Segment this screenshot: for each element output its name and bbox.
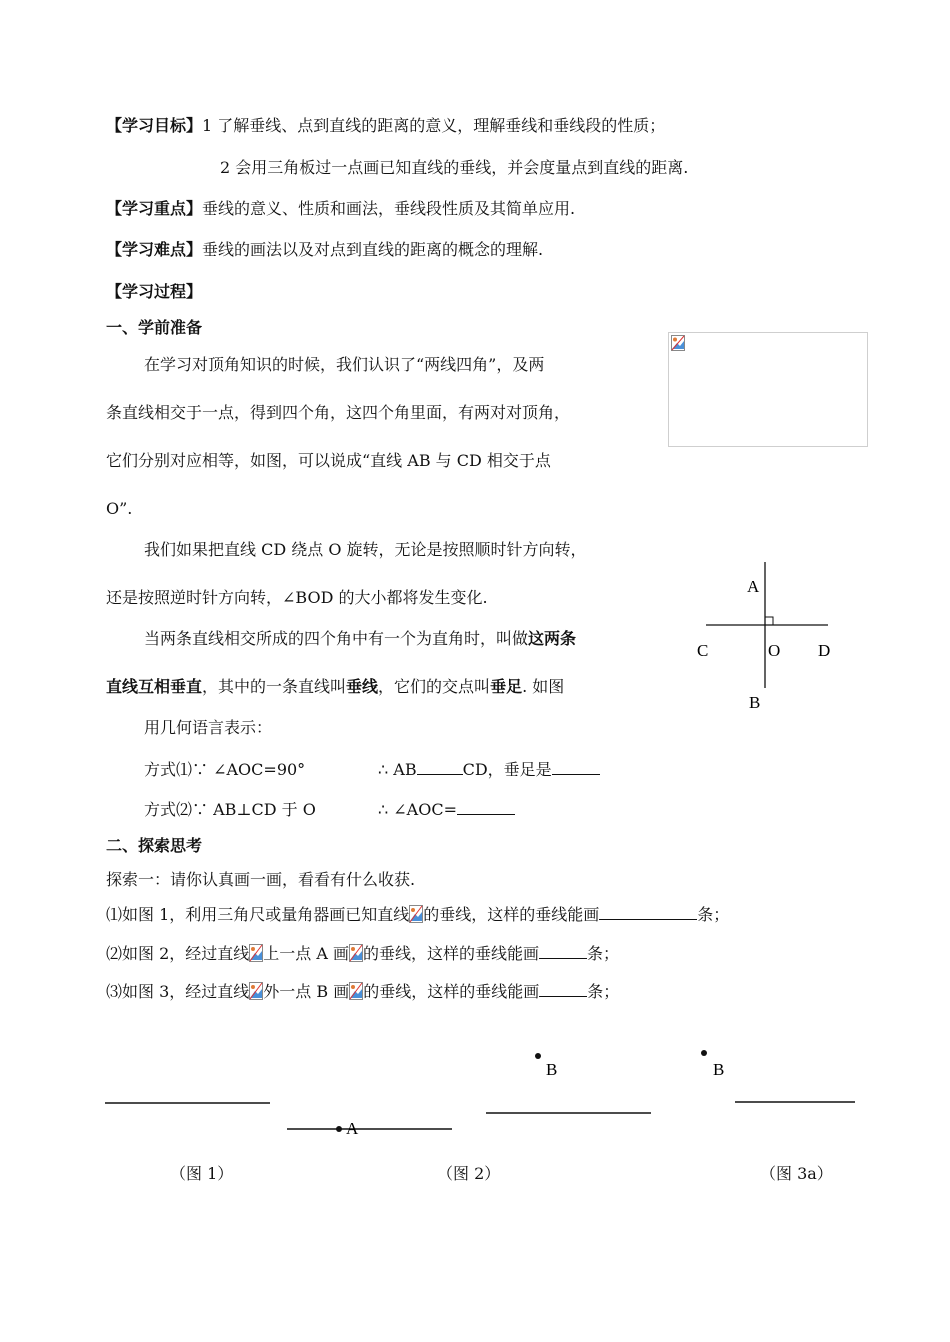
method1-given: 方式⑴∵ ∠AOC=90°: [144, 760, 306, 779]
blank-relation[interactable]: [417, 760, 463, 775]
blank-q3[interactable]: [539, 982, 587, 997]
q1-text-c: 条；: [697, 905, 730, 924]
question3: [106, 982, 619, 1002]
label-d: D: [818, 641, 831, 660]
perpendicular-figure: [690, 560, 850, 720]
section2-title: 二、探索思考: [106, 836, 203, 855]
para3-text-a: 当两条直线相交所成的四个角中有一个为直角时，叫做: [144, 629, 529, 648]
blank-foot[interactable]: [552, 760, 600, 775]
q3-text-b: 外一点 B 画: [263, 982, 350, 1001]
broken-image-icon: [349, 982, 363, 1000]
objectives-label: 【学习目标】: [106, 116, 203, 135]
label-a: A: [747, 577, 760, 596]
q2-text-b: 上一点 A 画: [263, 944, 350, 963]
q1-text-a: ⑴如图 1，利用三角尺或量角器画已知直线: [106, 905, 410, 924]
q1-text-b: 的垂线，这样的垂线能画: [423, 905, 600, 924]
method1-conclusion-b: CD，垂足是: [462, 760, 552, 779]
fig2-point-a: [336, 1126, 342, 1132]
explore1-line: 探索一：请你认真画一画，看看有什么收获.: [106, 870, 416, 889]
key-points-line: [106, 199, 575, 219]
q2-text-c: 的垂线，这样的垂线能画: [363, 944, 540, 963]
q3-text-c: 的垂线，这样的垂线能画: [363, 982, 540, 1001]
para3-line3: 用几何语言表示：: [144, 718, 273, 737]
fig3-label-b1: B: [546, 1060, 558, 1079]
method2-conclusion: [378, 800, 515, 820]
term-perpendicular: 直线互相垂直: [106, 677, 203, 696]
para2-line1: 我们如果把直线 CD 绕点 O 旋转，无论是按照顺时针方向转，: [144, 540, 587, 559]
q2-text-a: ⑵如图 2，经过直线: [106, 944, 250, 963]
broken-image-icon: [349, 944, 363, 962]
objective-2: 2 会用三角板过一点画已知直线的垂线，并会度量点到直线的距离.: [220, 158, 689, 177]
section1-title: 一、学前准备: [106, 318, 203, 337]
question1: [106, 905, 729, 925]
fig3-point-b1: [535, 1053, 541, 1059]
broken-image-icon: [409, 905, 423, 923]
q2-text-d: 条；: [587, 944, 620, 963]
right-angle-mark: [765, 617, 773, 625]
objective-1: 1 了解垂线、点到直线的距离的意义，理解垂线和垂线段的性质；: [202, 116, 666, 135]
broken-image-icon: [671, 335, 685, 351]
label-c: C: [697, 641, 709, 660]
difficulties-line: [106, 240, 543, 260]
para3-text-b: ，其中的一条直线叫: [202, 677, 347, 696]
para3-line1: [144, 629, 576, 649]
method2-conclusion-a: ∴ ∠AOC=: [378, 800, 457, 819]
method1-line: [144, 760, 305, 780]
fig2-label-a: A: [346, 1119, 359, 1138]
difficulties-text: 垂线的画法以及对点到直线的距离的概念的理解.: [202, 240, 544, 259]
para3-text-c: ，它们的交点叫: [378, 677, 491, 696]
fig3a-label-b: B: [713, 1060, 725, 1079]
broken-image-icon: [249, 982, 263, 1000]
para3-text-d: . 如图: [522, 677, 565, 696]
para1-line3: 它们分别对应相等，如图，可以说成“直线 AB 与 CD 相交于点: [106, 451, 551, 470]
blank-q2[interactable]: [539, 944, 587, 959]
question2: [106, 944, 619, 964]
q3-text-a: ⑶如图 3，经过直线: [106, 982, 250, 1001]
key-points-text: 垂线的意义、性质和画法，垂线段性质及其简单应用.: [202, 199, 576, 218]
para3-line2: [106, 677, 564, 697]
caption-fig1: （图 1）: [170, 1164, 234, 1183]
q3-text-d: 条；: [587, 982, 620, 1001]
method1-conclusion: [378, 760, 600, 780]
term-foot: 垂足: [490, 677, 523, 696]
para1-line2: 条直线相交于一点，得到四个角，这四个角里面，有两对对顶角，: [106, 403, 571, 422]
para1-line4: O”.: [106, 499, 133, 518]
objectives-line-1: [106, 116, 665, 136]
label-b: B: [749, 693, 761, 712]
fig3a-point-b: [701, 1050, 707, 1056]
label-o: O: [768, 641, 781, 660]
para3-bold-a: 这两条: [528, 629, 577, 648]
difficulties-label: 【学习难点】: [106, 240, 203, 259]
para1-line1: 在学习对顶角知识的时候，我们认识了“两线四角”，及两: [144, 355, 545, 374]
blank-angle[interactable]: [457, 800, 515, 815]
process-label: 【学习过程】: [106, 282, 203, 301]
method2-given: 方式⑵∵ AB⊥CD 于 O: [144, 800, 316, 819]
blank-q1[interactable]: [599, 905, 697, 920]
caption-fig2: （图 2）: [437, 1164, 501, 1183]
para2-line2: 还是按照逆时针方向转，∠BOD 的大小都将发生变化.: [106, 588, 488, 607]
image-placeholder: [668, 332, 868, 447]
term-perp-line: 垂线: [346, 677, 379, 696]
broken-image-icon: [249, 944, 263, 962]
method1-conclusion-a: ∴ AB: [378, 760, 417, 779]
caption-fig3a: （图 3a）: [760, 1164, 833, 1183]
key-points-label: 【学习重点】: [106, 199, 203, 218]
